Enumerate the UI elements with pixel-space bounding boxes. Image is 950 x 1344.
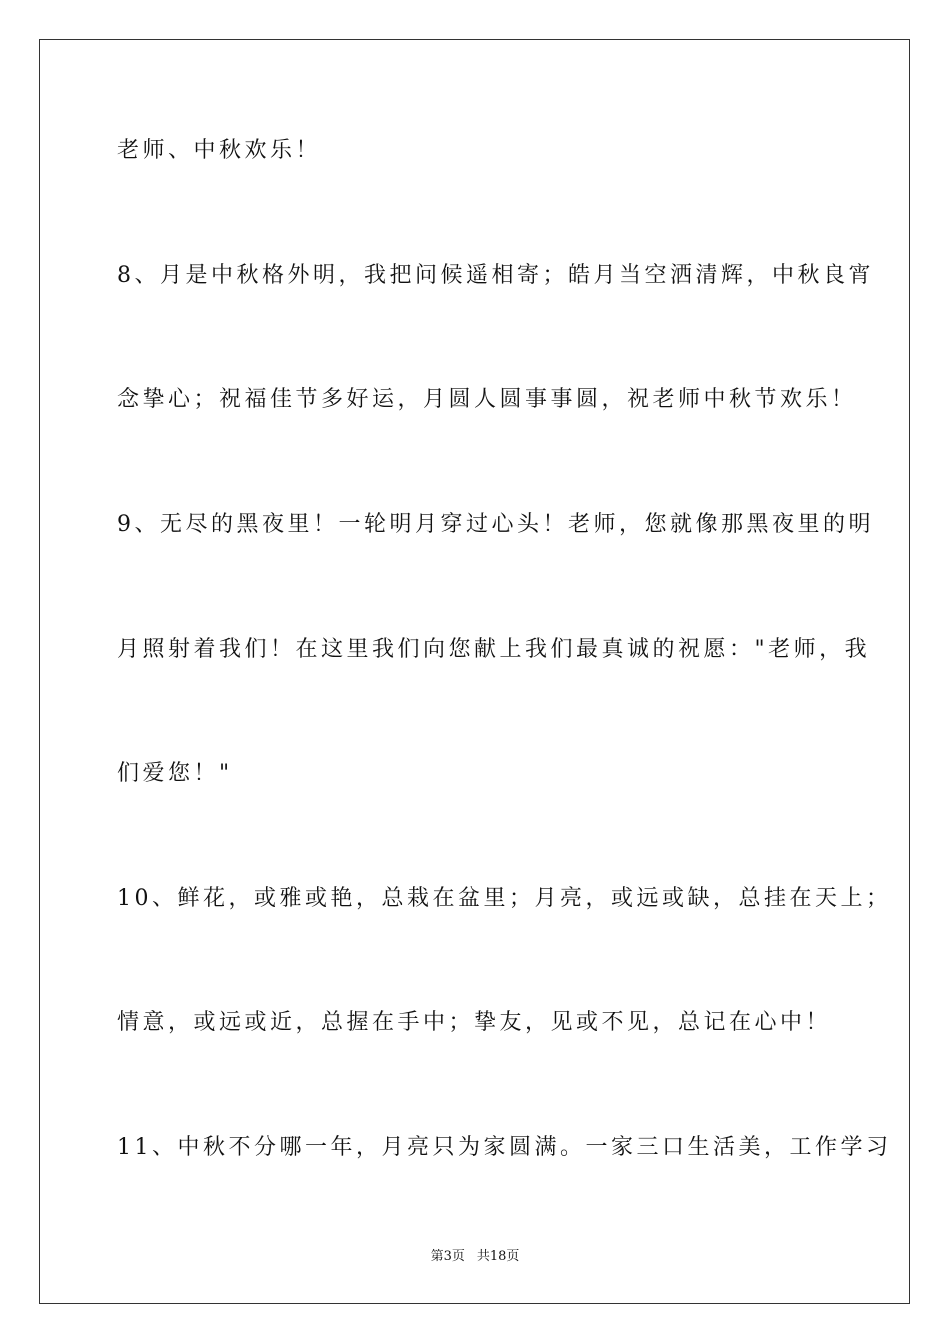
text-line: 9、无尽的黑夜里！一轮明月穿过心头！老师，您就像那黑夜里的明 — [117, 512, 874, 537]
text-line: 情意，或远或近，总握在手中；挚友，见或不见，总记在心中！ — [117, 1010, 832, 1035]
page-count: 共18页 — [476, 1249, 520, 1264]
text-line: 们爱您！" — [117, 761, 233, 786]
page-footer — [0, 1248, 950, 1266]
text-line: 11、中秋不分哪一年，月亮只为家圆满。一家三口生活美，工作学习 — [117, 1135, 892, 1160]
text-line: 8、月是中秋格外明，我把问候遥相寄；皓月当空洒清辉，中秋良宵 — [117, 263, 874, 288]
text-line: 月照射着我们！在这里我们向您献上我们最真诚的祝愿："老师，我 — [117, 637, 871, 662]
page-border — [39, 39, 910, 1304]
text-line: 老师、中秋欢乐！ — [117, 138, 322, 163]
page-number: 第3页 — [430, 1249, 465, 1264]
text-line: 念挚心；祝福佳节多好运，月圆人圆事事圆，祝老师中秋节欢乐！ — [117, 387, 857, 412]
text-line: 10、鲜花，或雅或艳，总栽在盆里；月亮，或远或缺，总挂在天上； — [117, 886, 892, 911]
